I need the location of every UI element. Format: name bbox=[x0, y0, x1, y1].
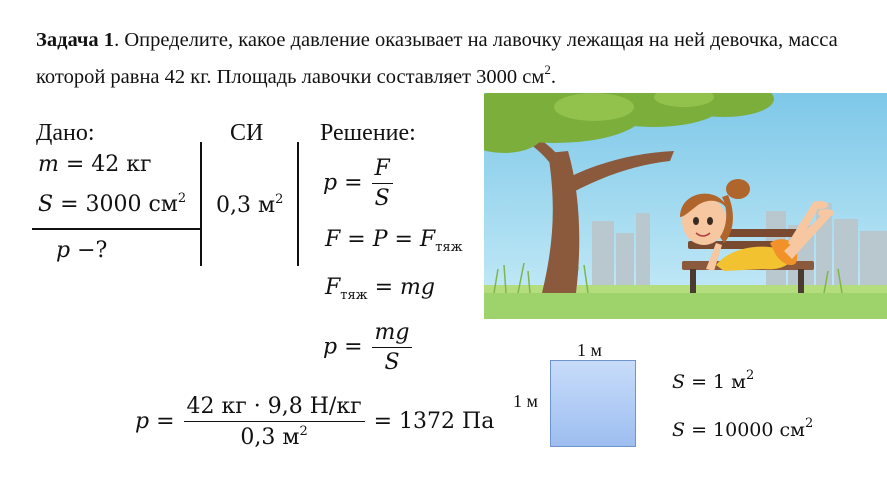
area-square-meter bbox=[672, 368, 754, 393]
given-mass bbox=[38, 152, 152, 177]
formula-final-fraction bbox=[184, 394, 365, 450]
formula-pressure-eq: = bbox=[337, 170, 370, 196]
si-header: СИ bbox=[230, 120, 264, 146]
formula-gravity-c: mg bbox=[400, 275, 435, 300]
area-square-meter-value: = 1 м bbox=[685, 371, 746, 393]
formula-pressure-mg-lhs: p bbox=[323, 334, 338, 360]
square-side-label: 1 м bbox=[513, 391, 538, 411]
formula-gravity-eq: = bbox=[367, 275, 401, 300]
formula-pressure-mg-fraction bbox=[372, 320, 413, 375]
given-divider bbox=[32, 228, 200, 230]
given-find bbox=[56, 238, 107, 263]
formula-final bbox=[135, 394, 494, 450]
formula-force-a: F bbox=[325, 227, 341, 252]
formula-force-eq2: = bbox=[387, 227, 420, 252]
area-square-cm-var: S bbox=[672, 419, 686, 441]
formula-final-den bbox=[237, 422, 310, 450]
solution-header: Решение: bbox=[320, 120, 416, 146]
formula-pressure-fraction bbox=[372, 156, 393, 211]
formula-final-result: = 1372 Па bbox=[366, 409, 495, 434]
formula-final-lhs: p bbox=[135, 409, 150, 434]
formula-force-c: P bbox=[372, 227, 388, 252]
given-area-value: = 3000 см bbox=[53, 192, 178, 217]
formula-gravity bbox=[325, 275, 435, 303]
formula-pressure-num: F bbox=[372, 156, 393, 184]
formula-pressure-den: S bbox=[374, 186, 390, 211]
given-si-separator bbox=[200, 142, 202, 266]
formula-pressure-mg-eq: = bbox=[337, 334, 370, 360]
formula-pressure-mg-den: S bbox=[384, 350, 400, 375]
formula-pressure-lhs: p bbox=[323, 170, 338, 196]
illustration-girl-on-bench bbox=[484, 93, 887, 319]
area-square-meter-var: S bbox=[672, 371, 686, 393]
si-value-sup: 2 bbox=[275, 192, 284, 207]
given-area-var: S bbox=[38, 192, 54, 217]
problem-text: . Определите, какое давление оказывает на лавочку лежащая на ней девочка, масса которой равна 42 кг. Площадь лавочки составляет 3000 см bbox=[36, 29, 838, 88]
formula-final-num: 42 кг · 9,8 Н/кг bbox=[184, 394, 365, 422]
square-top-label: 1 м bbox=[577, 340, 602, 360]
given-mass-value: = 42 кг bbox=[58, 152, 152, 177]
area-square-cm-value: = 10000 см bbox=[685, 419, 805, 441]
given-area bbox=[38, 191, 186, 217]
formula-pressure-mg bbox=[323, 320, 414, 375]
problem-text-end: . bbox=[550, 66, 556, 88]
problem-statement bbox=[36, 26, 866, 92]
si-value-text: 0,3 м bbox=[216, 193, 276, 218]
area-square-cm bbox=[672, 416, 813, 441]
formula-final-eq: = bbox=[149, 409, 182, 434]
formula-gravity-a-sub: тяж bbox=[340, 288, 368, 303]
given-mass-var: m bbox=[38, 152, 59, 177]
formula-force bbox=[325, 227, 463, 255]
formula-pressure-mg-num: mg bbox=[372, 320, 413, 348]
given-area-sup: 2 bbox=[177, 191, 187, 206]
formula-force-eq1: = bbox=[340, 227, 373, 252]
problem-text-sup: 2 bbox=[544, 62, 551, 77]
area-square-cm-sup: 2 bbox=[804, 416, 814, 431]
formula-force-e-sub: тяж bbox=[435, 240, 463, 255]
formula-force-e: F bbox=[419, 227, 436, 252]
si-solution-separator bbox=[297, 142, 299, 266]
formula-pressure bbox=[323, 156, 395, 211]
problem-label: Задача 1 bbox=[36, 29, 115, 51]
grass bbox=[484, 289, 887, 319]
formula-gravity-a: F bbox=[325, 275, 341, 300]
unit-square bbox=[550, 360, 636, 447]
area-square-meter-sup: 2 bbox=[745, 368, 755, 383]
given-header: Дано: bbox=[36, 120, 95, 146]
formula-final-den-text: 0,3 м bbox=[240, 425, 300, 450]
formula-final-den-sup: 2 bbox=[299, 424, 308, 439]
given-find-value: −? bbox=[70, 238, 108, 263]
given-find-var: p bbox=[56, 238, 71, 263]
si-value bbox=[216, 192, 283, 218]
